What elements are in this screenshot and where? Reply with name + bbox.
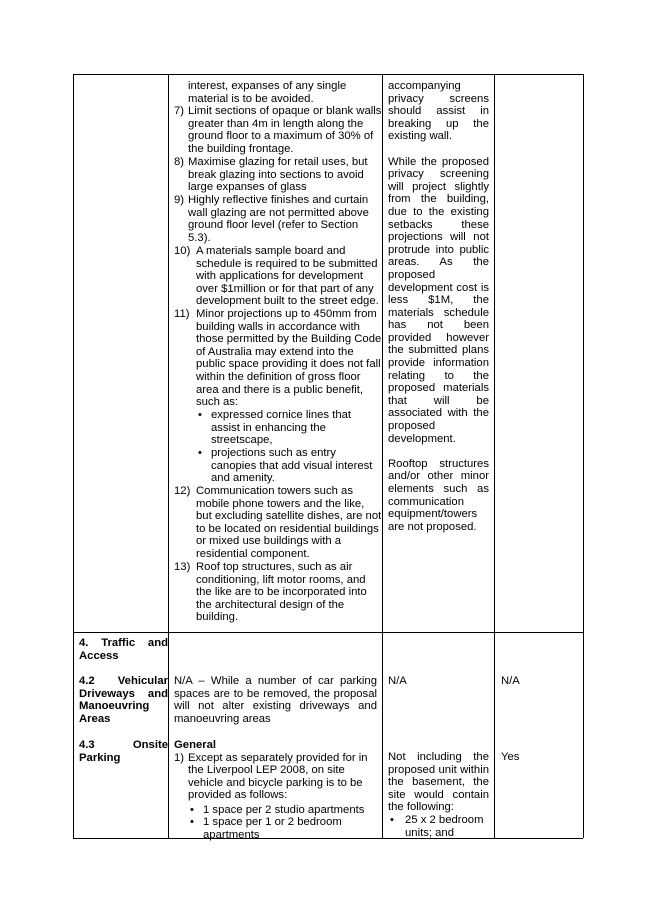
section-4-3-controls bbox=[174, 739, 377, 841]
section-4-heading bbox=[79, 637, 168, 662]
list-number: 8) bbox=[174, 156, 185, 168]
list-line: building. bbox=[196, 611, 239, 624]
list-line: Except as separately provided for in bbox=[188, 751, 368, 764]
section-4-2-heading bbox=[79, 675, 168, 725]
list-line: schedule is required to be submitted bbox=[196, 257, 378, 270]
section-4-3-assessment bbox=[388, 751, 489, 839]
section-4-3-complies bbox=[501, 751, 579, 764]
bullet-icon: • bbox=[190, 803, 194, 816]
list-number: 12) bbox=[174, 485, 191, 497]
bullet-line: expressed cornice lines that bbox=[211, 409, 352, 421]
comment-text: N/A – While a number of car parking spaces are to be removed, the proposal will not alter existing driveways and manoeuvring areas bbox=[174, 675, 377, 725]
list-line: the building frontage. bbox=[188, 142, 294, 155]
list-item-12 bbox=[174, 485, 382, 561]
bullet-icon: • bbox=[390, 813, 394, 826]
list-line: 5.3). bbox=[188, 231, 211, 244]
list-item-1 bbox=[174, 752, 377, 804]
controls-column bbox=[174, 80, 382, 630]
list-number: 1) bbox=[174, 751, 185, 764]
list-line: building walls in accordance with bbox=[196, 320, 360, 333]
list-line: conditioning, lift motor rooms, and bbox=[196, 573, 366, 586]
list-line: of Australia may extend into the bbox=[196, 345, 354, 358]
section-4-2-comment bbox=[174, 675, 377, 725]
section-4-2-complies bbox=[501, 675, 579, 688]
section-heading-text: 4. Traffic and Access bbox=[79, 637, 168, 662]
bullet-icon: • bbox=[198, 447, 202, 459]
list-line: public space providing it does not fall bbox=[196, 358, 381, 371]
list-line: wall glazing are not permitted above bbox=[188, 206, 369, 219]
table-border-left bbox=[73, 74, 74, 838]
list-line: development built to the street edge. bbox=[196, 295, 379, 308]
table-divider-3 bbox=[494, 74, 495, 838]
list-line: Highly reflective finishes and curtain bbox=[188, 194, 369, 206]
bullet-icon: • bbox=[198, 409, 202, 421]
bullet-line: streetscape, bbox=[211, 434, 273, 447]
list-line: within the definition of gross floor bbox=[196, 370, 361, 383]
list-line: large expanses of glass bbox=[188, 181, 307, 194]
list-line: break glazing into sections to avoid bbox=[188, 168, 364, 181]
list-line: or mixed use buildings with a bbox=[196, 535, 342, 548]
list-line: to be located on residential buildings bbox=[196, 522, 379, 535]
list-line: but excluding satellite dishes, are not bbox=[196, 510, 382, 523]
list-line: vehicle and bicycle parking is to be bbox=[188, 776, 363, 789]
section-4-2-assessment bbox=[388, 675, 489, 688]
complies-text: Yes bbox=[501, 751, 520, 763]
assessment-text: N/A bbox=[388, 675, 407, 687]
list-line: Roof top structures, such as air bbox=[196, 561, 353, 573]
section-4-3-heading bbox=[79, 739, 168, 764]
list-item-9 bbox=[174, 194, 377, 244]
list-item-10 bbox=[174, 245, 377, 308]
table-border-top bbox=[73, 74, 583, 75]
assessment-paragraph-3: Rooftop structures and/or other minor elements such as communication equipment/towers are not proposed. bbox=[388, 457, 489, 533]
table-divider-1 bbox=[168, 74, 169, 838]
list-line: the architectural design of the bbox=[196, 598, 345, 611]
list-line: greater than 4m in length along the bbox=[188, 117, 364, 130]
list-line: those permitted by the Building Code bbox=[196, 333, 382, 346]
table-divider-2 bbox=[382, 74, 383, 838]
list-line: Limit sections of opaque or blank walls bbox=[188, 105, 382, 117]
list-line: over $1million or for that part of any bbox=[196, 282, 374, 295]
assessment-bullet bbox=[388, 814, 489, 839]
list-line: with applications for development bbox=[196, 270, 364, 283]
list-line: residential component. bbox=[196, 547, 310, 560]
list-number: 9) bbox=[174, 194, 185, 206]
bullet-item-studio bbox=[188, 804, 377, 817]
list-item-8 bbox=[174, 156, 377, 194]
list-number: 7) bbox=[174, 105, 185, 117]
complies-text: N/A bbox=[501, 675, 520, 687]
continuation-text bbox=[188, 80, 378, 105]
assessment-column bbox=[388, 80, 489, 533]
list-line: the like are to be incorporated into bbox=[196, 586, 367, 599]
list-line: A materials sample board and bbox=[196, 245, 346, 257]
list-line: Minor projections up to 450mm from bbox=[196, 308, 377, 320]
bullet-line: apartments bbox=[203, 828, 260, 841]
subheading-general: General bbox=[174, 739, 217, 751]
list-line: the Liverpool LEP 2008, on site bbox=[188, 764, 345, 777]
list-item-7 bbox=[174, 105, 382, 155]
bullet-item-2 bbox=[196, 447, 377, 485]
bullet-item-bedroom bbox=[188, 816, 377, 841]
list-line: ground floor level (refer to Section bbox=[188, 219, 359, 232]
list-line: ground floor to a maximum of 30% of bbox=[188, 130, 374, 143]
bullet-line: canopies that add visual interest bbox=[211, 459, 373, 472]
list-line: provided as follows: bbox=[188, 789, 288, 802]
continuation-paragraph: interest, expanses of any single material is to be avoided. bbox=[188, 80, 347, 105]
bullet-line: assist in enhancing the bbox=[211, 421, 326, 434]
subsection-heading-text: 4.2 Vehicular Driveways and Manoeuvring Areas bbox=[79, 675, 168, 725]
subsection-heading-text: 4.3 Onsite Parking bbox=[79, 739, 168, 764]
list-item-13 bbox=[174, 561, 377, 624]
bullet-item-1 bbox=[196, 409, 377, 447]
table-border-right bbox=[583, 74, 584, 838]
table-row-divider bbox=[73, 632, 583, 633]
list-number: 11) bbox=[174, 308, 190, 320]
bullet-line: 1 space per 1 or 2 bedroom bbox=[203, 816, 342, 829]
bullet-line: 25 x 2 bedroom bbox=[405, 813, 484, 826]
bullet-icon: • bbox=[190, 816, 194, 829]
bullet-line: units; and bbox=[405, 826, 454, 839]
list-number: 10) bbox=[174, 245, 191, 257]
list-line: Maximise glazing for retail uses, but bbox=[188, 156, 368, 168]
assessment-paragraph-2: While the proposed privacy screening will project slightly from the building, due to the existing setbacks these projections will not protrude into public areas. As the proposed development cost is less $1M, the materials schedule has not been provided however the submitted plans provide information relating to the proposed materials that will be associated with the proposed development. bbox=[388, 155, 489, 445]
list-line: area and there is a public benefit, bbox=[196, 383, 364, 396]
list-number: 13) bbox=[174, 561, 191, 573]
assessment-paragraph-1: accompanying privacy screens should assist in breaking up the existing wall. bbox=[388, 80, 489, 143]
list-item-11 bbox=[174, 308, 382, 409]
list-line: mobile phone towers and the like, bbox=[196, 497, 365, 510]
bullet-line: projections such as entry bbox=[211, 447, 336, 459]
assessment-text: Not including the proposed unit within the basement, the site would contain the following: bbox=[388, 751, 489, 814]
bullet-line: and amenity. bbox=[211, 472, 275, 485]
list-line: Communication towers such as bbox=[196, 485, 353, 497]
bullet-line: 1 space per 2 studio apartments bbox=[203, 803, 365, 816]
list-line: such as: bbox=[196, 396, 239, 409]
